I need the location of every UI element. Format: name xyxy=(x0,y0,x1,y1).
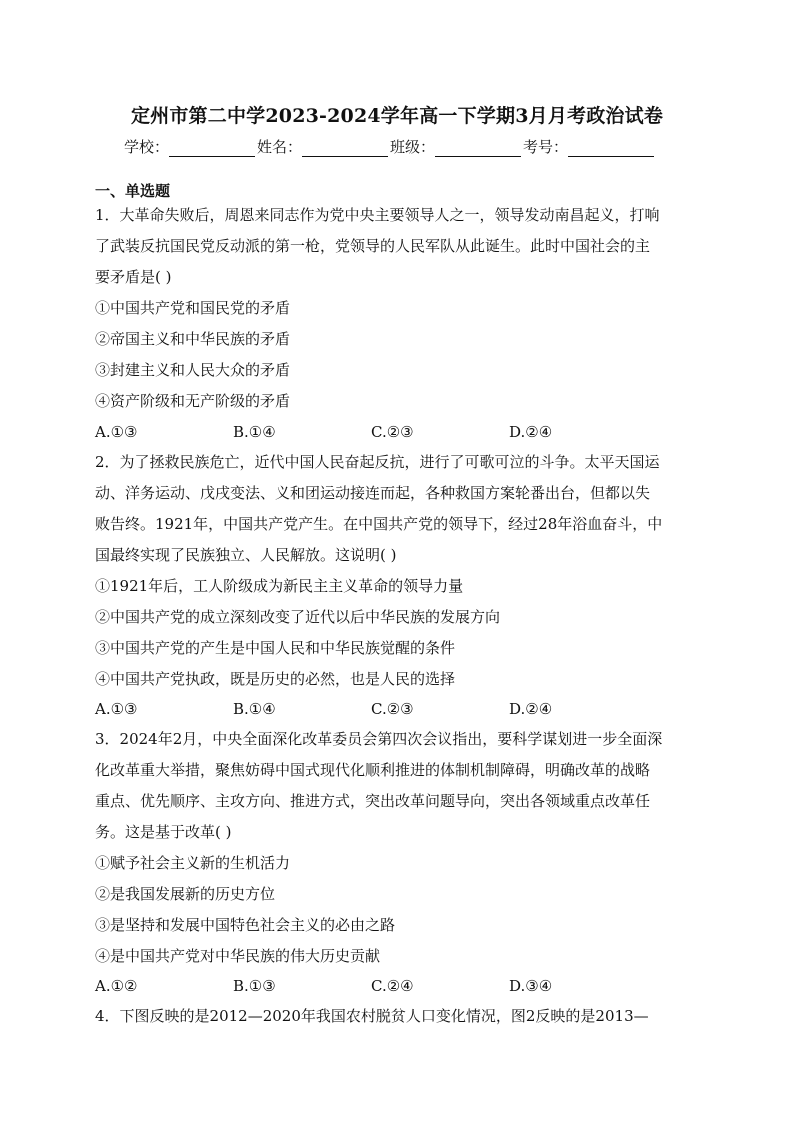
page-title: 定州市第二中学2023-2024学年高一下学期3月月考政治试卷 xyxy=(130,105,664,127)
number-field xyxy=(523,136,656,157)
question-2-item-3: ③中国共产党的产生是中国人民和中华民族觉醒的条件 xyxy=(95,639,456,657)
question-1-choice-c[interactable]: C.②③ xyxy=(371,423,414,441)
class-field xyxy=(390,136,523,157)
question-3-item-1: ①赋予社会主义新的生机活力 xyxy=(95,854,291,872)
question-2-line-3: 败告终。1921年，中国共产党产生。在中国共产党的领导下，经过28年浴血奋斗，中 xyxy=(95,515,663,533)
name-field xyxy=(257,136,390,157)
section-heading: 一、单选题 xyxy=(95,182,171,200)
question-3-item-3: ③是坚持和发展中国特色社会主义的必由之路 xyxy=(95,916,396,934)
class-label: 班级： xyxy=(390,138,436,156)
question-2-line-1: 2．为了拯救民族危亡，近代中国人民奋起反抗，进行了可歌可泣的斗争。太平天国运 xyxy=(95,453,660,471)
question-2-choice-a[interactable]: A.①③ xyxy=(95,700,138,718)
question-2-choice-b[interactable]: B.①④ xyxy=(233,700,276,718)
number-label: 考号： xyxy=(523,138,569,156)
name-blank[interactable] xyxy=(302,141,388,157)
student-info-row xyxy=(124,136,656,157)
question-1-item-1: ①中国共产党和国民党的矛盾 xyxy=(95,299,291,317)
question-1-item-3: ③封建主义和人民大众的矛盾 xyxy=(95,361,291,379)
question-3-line-3: 重点、优先顺序、主攻方向、推进方式，突出改革问题导向，突出各领域重点改革任 xyxy=(95,792,651,810)
question-3-choice-b[interactable]: B.①③ xyxy=(233,977,276,995)
name-label: 姓名： xyxy=(257,138,303,156)
question-1-line-3: 要矛盾是( ) xyxy=(95,268,172,286)
question-3-line-1: 3．2024年2月，中央全面深化改革委员会第四次会议指出，要科学谋划进一步全面深 xyxy=(95,730,663,748)
question-2-line-4: 国最终实现了民族独立、人民解放。这说明( ) xyxy=(95,546,397,564)
question-2-choice-c[interactable]: C.②③ xyxy=(371,700,414,718)
question-3-line-4: 务。这是基于改革( ) xyxy=(95,823,232,841)
question-4-line-1: 4．下图反映的是2012—2020年我国农村脱贫人口变化情况，图2反映的是2013— xyxy=(95,1007,649,1025)
school-blank[interactable] xyxy=(169,141,255,157)
school-label: 学校： xyxy=(124,138,170,156)
question-1-line-2: 了武装反抗国民党反动派的第一枪，党领导的人民军队从此诞生。此时中国社会的主 xyxy=(95,237,651,255)
question-2-item-2: ②中国共产党的成立深刻改变了近代以后中华民族的发展方向 xyxy=(95,608,501,626)
question-2-item-4: ④中国共产党执政，既是历史的必然，也是人民的选择 xyxy=(95,670,456,688)
school-field xyxy=(124,136,257,157)
question-1-item-2: ②帝国主义和中华民族的矛盾 xyxy=(95,330,291,348)
question-1-line-1: 1．大革命失败后，周恩来同志作为党中央主要领导人之一，领导发动南昌起义，打响 xyxy=(95,206,660,224)
question-3-choice-a[interactable]: A.①② xyxy=(95,977,138,995)
question-2-choice-d[interactable]: D.②④ xyxy=(509,700,553,718)
class-blank[interactable] xyxy=(435,141,521,157)
question-1-choice-d[interactable]: D.②④ xyxy=(509,423,553,441)
question-1-item-4: ④资产阶级和无产阶级的矛盾 xyxy=(95,392,291,410)
question-1-choice-a[interactable]: A.①③ xyxy=(95,423,138,441)
question-1-choice-b[interactable]: B.①④ xyxy=(233,423,276,441)
question-3-choice-d[interactable]: D.③④ xyxy=(509,977,553,995)
question-3-choice-c[interactable]: C.②④ xyxy=(371,977,414,995)
question-2-item-1: ①1921年后，工人阶级成为新民主主义革命的领导力量 xyxy=(95,577,464,595)
question-2-line-2: 动、洋务运动、戊戌变法、义和团运动接连而起，各种救国方案轮番出台，但都以失 xyxy=(95,484,651,502)
number-blank[interactable] xyxy=(568,141,654,157)
question-3-item-2: ②是我国发展新的历史方位 xyxy=(95,885,276,903)
question-3-item-4: ④是中国共产党对中华民族的伟大历史贡献 xyxy=(95,947,381,965)
question-3-line-2: 化改革重大举措，聚焦妨碍中国式现代化顺利推进的体制机制障碍，明确改革的战略 xyxy=(95,761,651,779)
